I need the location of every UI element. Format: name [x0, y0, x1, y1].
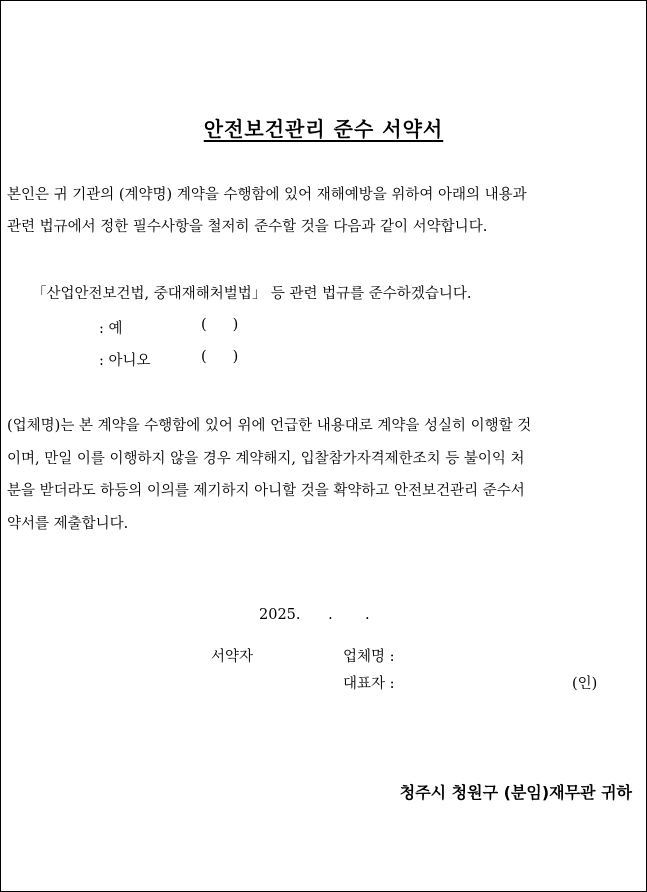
pledge-line-4: 약서를 제출합니다. — [7, 515, 129, 532]
paren-open: ( — [201, 317, 207, 333]
option-yes-label: : 예 — [99, 321, 123, 337]
law-statement: 「산업안전보건법, 중대재해처벌법」 등 관련 법규를 준수하겠습니다. — [32, 286, 472, 302]
paren-close: ) — [232, 317, 239, 333]
company-name-label: 업체명 : — [343, 649, 395, 665]
intro-line-2: 관련 법규에서 정한 필수사항을 철저히 준수할 것을 다음과 같이 서약합니다. — [7, 219, 488, 235]
intro-paragraph — [7, 179, 631, 243]
pledge-line-2: 이며, 만일 이를 이행하지 않을 경우 계약해지, 입찰참가자격제한조치 등 불이익 처 — [7, 450, 525, 467]
pledge-line-3: 분을 받더라도 하등의 이의를 제기하지 아니할 것을 확약하고 안전보건관리 준수서 — [7, 483, 525, 499]
date-field: 2025. . . — [259, 607, 370, 623]
pledger-label: 서약자 — [211, 649, 254, 665]
paren-close: ) — [232, 349, 239, 365]
pledge-paragraph — [7, 410, 631, 540]
option-no-label: : 아니오 — [99, 353, 151, 369]
paren-open: ( — [201, 349, 207, 365]
recipient-line: 청주시 청원구 (분임)재무관 귀하 — [399, 783, 632, 802]
pledge-line-1: (업체명)는 본 계약을 수행함에 있어 위에 언급한 내용대로 계약을 성실히 이행할 것 — [7, 418, 532, 434]
option-no-checkbox[interactable] — [201, 349, 238, 365]
document-title: 안전보건관리 준수 서약서 — [203, 117, 444, 141]
seal-mark: (인) — [572, 676, 598, 692]
representative-label: 대표자 : — [343, 676, 395, 692]
intro-line-1: 본인은 귀 기관의 (계약명) 계약을 수행함에 있어 재해예방을 위하여 아래의 내용과 — [7, 187, 527, 203]
option-yes-checkbox[interactable] — [201, 317, 238, 333]
